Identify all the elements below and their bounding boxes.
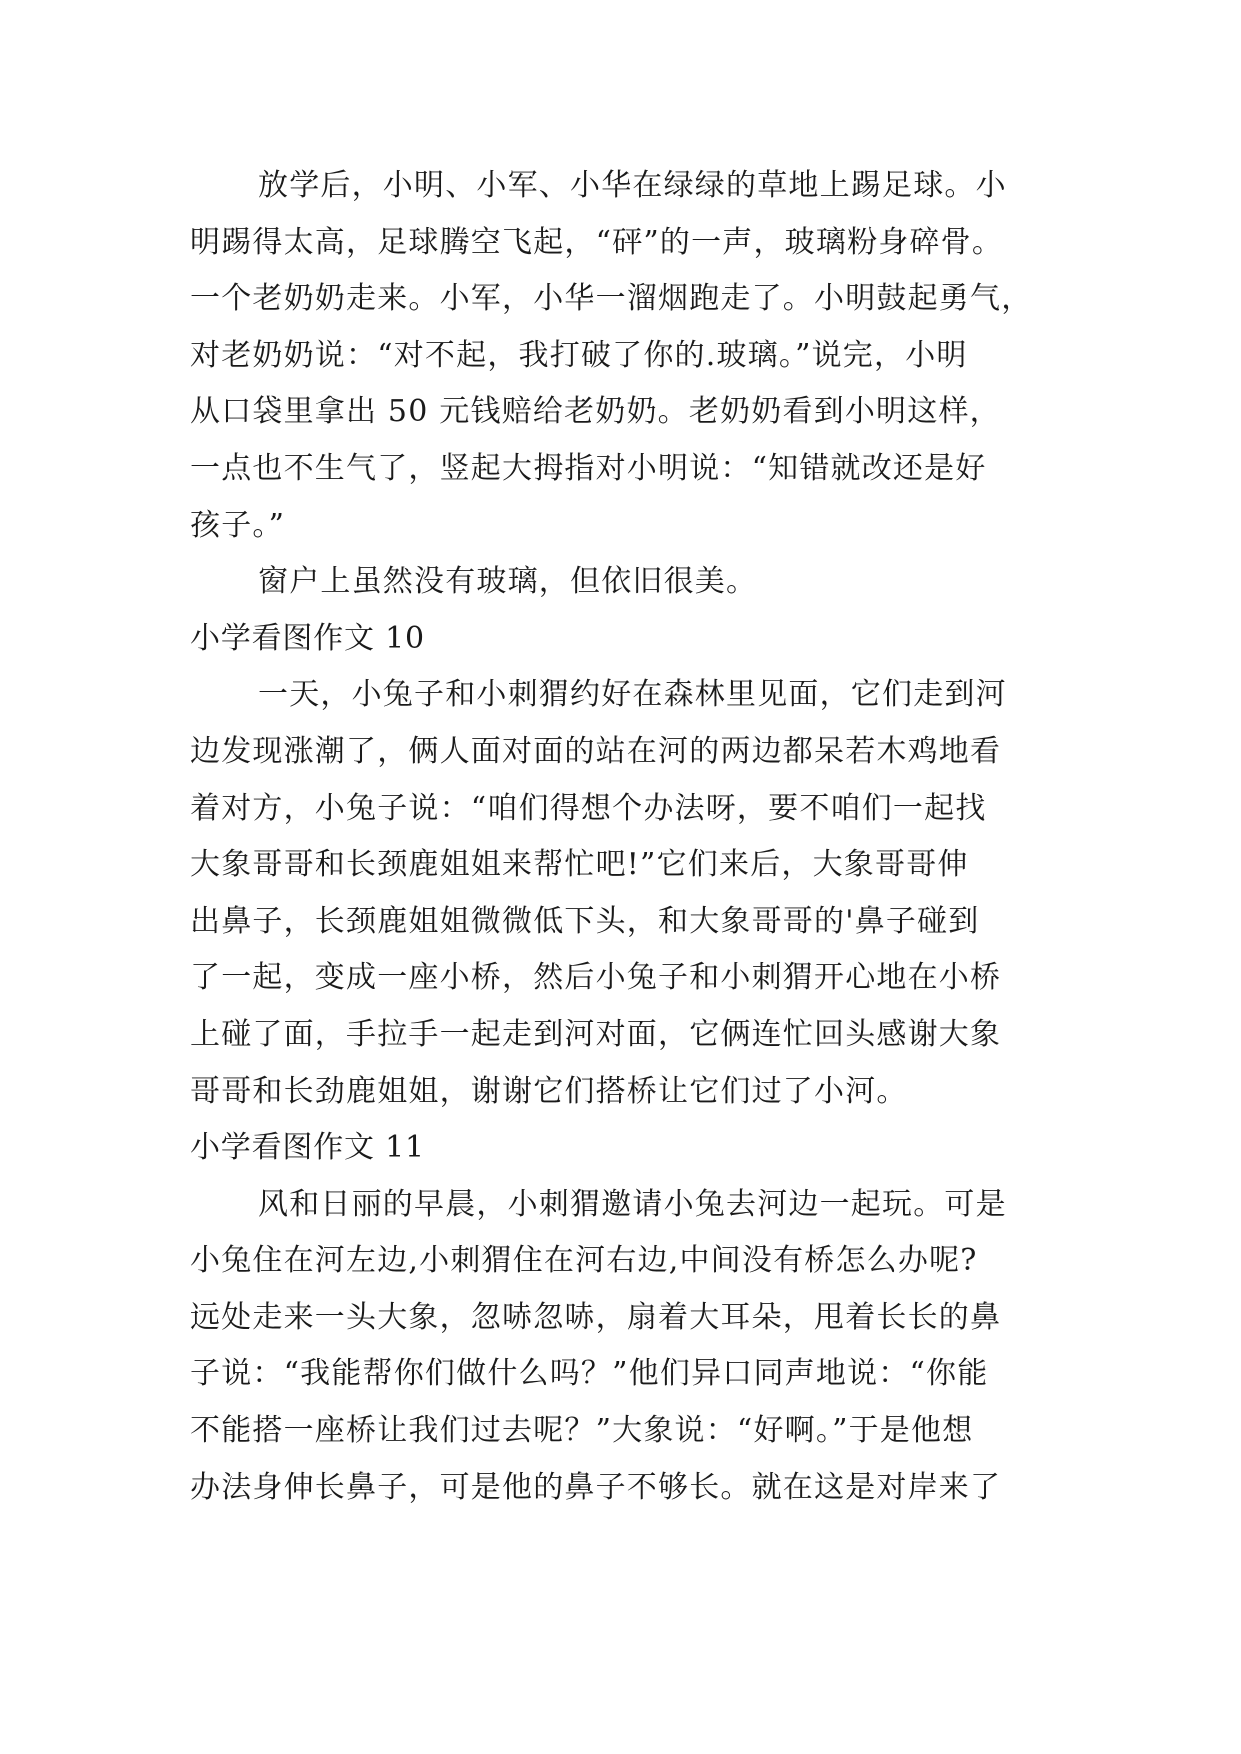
text-line: 一个老奶奶走来。小军，小华一溜烟跑走了。小明鼓起勇气，: [190, 281, 1033, 317]
text-line: 明踢得太高，足球腾空飞起，“砰”的一声，玻璃粉身碎骨。: [190, 224, 1004, 260]
text-line: 出鼻子，长颈鹿姐姐微微低下头，和大象哥哥的'鼻子碰到: [190, 903, 980, 939]
text-line: 孩子。”: [190, 507, 286, 543]
text-line: 一点也不生气了，竖起大拇指对小明说：“知错就改还是好: [190, 450, 987, 486]
text-line: 小兔住在河左边,小刺猬住在河右边,中间没有桥怎么办呢?: [190, 1243, 978, 1279]
text-line: 放学后，小明、小军、小华在绿绿的草地上踢足球。小: [258, 168, 1007, 203]
essay-11-paragraph: [190, 1177, 1070, 1517]
essay-9-paragraph-2: [190, 554, 1070, 611]
document-page: [190, 158, 1070, 1516]
text-line: 远处走来一头大象，忽哧忽哧，扇着大耳朵，甩着长长的鼻: [190, 1299, 1002, 1335]
essay-10-paragraph: [190, 667, 1070, 1120]
text-line: 子说：“我能帮你们做什么吗？”他们异口同声地说：“你能: [190, 1356, 989, 1392]
essay-9-paragraph-1: [190, 158, 1070, 554]
text-line: 从口袋里拿出 50 元钱赔给老奶奶。老奶奶看到小明这样，: [190, 394, 1001, 430]
text-line: 一天，小兔子和小刺猬约好在森林里见面，它们走到河: [258, 677, 1007, 713]
text-line: 着对方，小兔子说：“咱们得想个办法呀，要不咱们一起找: [190, 790, 987, 826]
text-line: 不能搭一座桥让我们过去呢？”大象说：“好啊。”于是他想: [190, 1413, 974, 1449]
text-line: 对老奶奶说：“对不起，我打破了你的.玻璃。”说完，小明: [190, 337, 968, 373]
text-line: 哥哥和长劲鹿姐姐，谢谢它们搭桥让它们过了小河。: [190, 1073, 908, 1109]
essay-10-heading: 小学看图作文 10: [190, 620, 425, 656]
essay-11-heading: 小学看图作文 11: [190, 1130, 425, 1166]
text-line: 了一起，变成一座小桥，然后小兔子和小刺猬开心地在小桥: [190, 960, 1002, 996]
text-line: 边发现涨潮了，俩人面对面的站在河的两边都呆若木鸡地看: [190, 733, 1002, 769]
text-line: 风和日丽的早晨，小刺猬邀请小兔去河边一起玩。可是: [258, 1186, 1007, 1222]
text-line: 办法身伸长鼻子，可是他的鼻子不够长。就在这是对岸来了: [190, 1469, 1002, 1505]
text-line: 大象哥哥和长颈鹿姐姐来帮忙吧!”它们来后，大象哥哥伸: [190, 847, 969, 883]
text-line: 窗户上虽然没有玻璃，但依旧很美。: [258, 564, 758, 600]
text-line: 上碰了面，手拉手一起走到河对面，它俩连忙回头感谢大象: [190, 1016, 1002, 1052]
